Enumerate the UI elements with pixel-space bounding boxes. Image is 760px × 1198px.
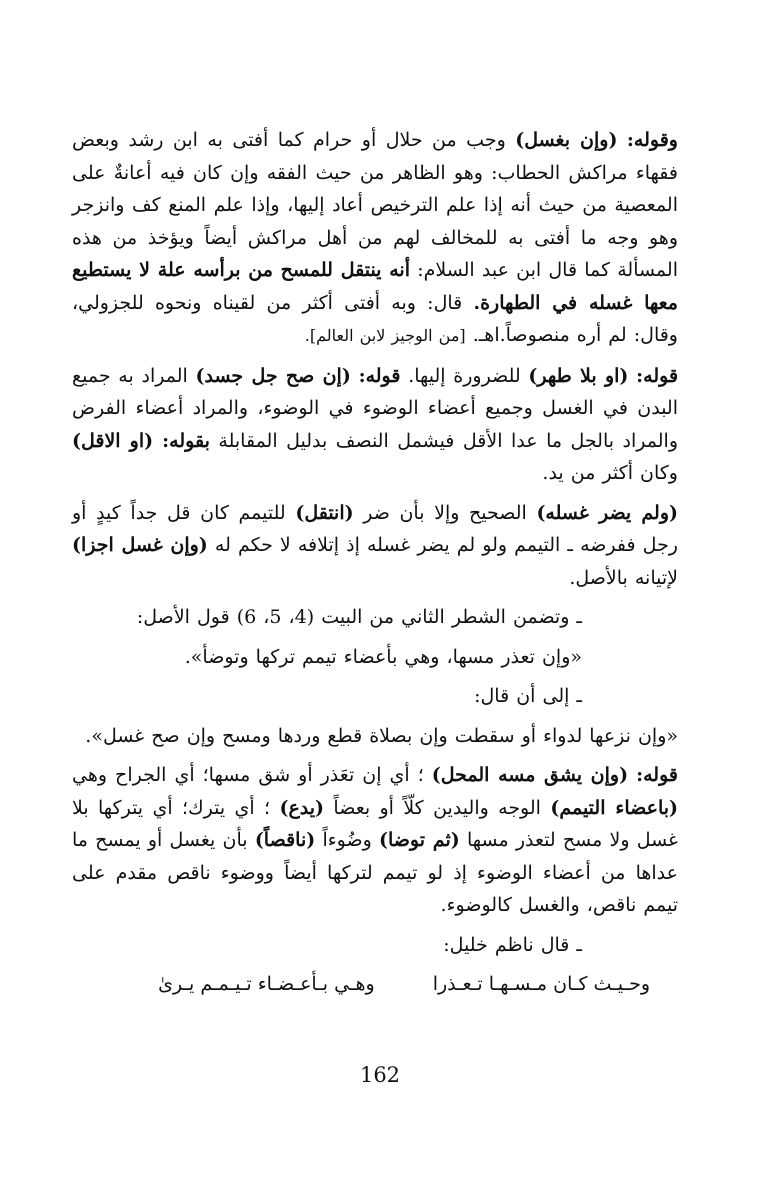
quoted-text: (إن صح جل جسد) xyxy=(195,364,351,387)
body-text: بأن يغسل أو يمسح ما عداها من أعضاء الوضوء إذ لو تيمم لتركها أيضاً ووضوء ناقص مقدم على تيمم ناقص، والغسل كالوضوء. xyxy=(72,829,678,916)
body-text: وكان أكثر من يد. xyxy=(542,462,678,484)
page-number: 162 xyxy=(359,1063,401,1087)
body-text: قال: وبه أفتى أكثر من لقيناه ونحوه للجزولي، وقال: لم أره منصوصاً.اهـ. xyxy=(72,291,678,346)
body-text: ؛ أي إن تعَذر أو شق مسها؛ أي الجراح وهي xyxy=(72,764,424,786)
quoted-text: (وإن غسل اجزا) xyxy=(72,534,208,556)
source-citation: [من الوجيز لابن العالم]. xyxy=(304,326,466,345)
lead-word: قوله: xyxy=(358,364,401,387)
lead-word: قوله: xyxy=(636,764,678,786)
reference-line: ـ قال ناظم خليل: xyxy=(443,933,582,956)
lead-word: وقوله: xyxy=(626,129,678,151)
reference-line: ـ إلى أن قال: xyxy=(474,685,582,707)
quoted-text: (انتقل) xyxy=(295,501,354,524)
body-text: لإتيانه بالأصل. xyxy=(569,566,678,589)
verse-first-hemistich: وحـيـث كـان مـسـهـا تـعـذرا xyxy=(432,973,650,995)
body-text: للضرورة إليها. xyxy=(408,364,521,387)
quoted-text: (وإن يشق مسه المحل) xyxy=(431,764,629,786)
body-text: الصحيح وإلا بأن ضر xyxy=(363,501,527,524)
quoted-text: (ناقصاً) xyxy=(254,829,316,851)
paragraph-4 xyxy=(72,759,678,922)
reference-line: ـ وتضمن الشطر الثاني من البيت (4، 5، 6) قول الأصل: xyxy=(136,606,582,628)
paragraph-1 xyxy=(72,124,678,353)
quoted-text: أنه ينتقل للمسح من برأسه علة لا يستطيع معها غسله في الطهارة. xyxy=(72,259,678,314)
lead-word: قوله: xyxy=(636,364,679,387)
quoted-text: (او بلا طهر) xyxy=(528,364,629,387)
quoted-text: (وإن بغسل) xyxy=(515,129,618,151)
quoted-text: (ثم توضا) xyxy=(379,829,460,851)
paragraph-2 xyxy=(72,360,678,490)
quoted-text: (باعضاء التيمم) xyxy=(550,796,679,819)
quoted-text: (ولم يضر غسله) xyxy=(536,501,679,524)
body-text: وضُوءاً xyxy=(322,829,372,851)
body-text: وجب من حلال أو حرام كما أفتى به ابن رشد وبعض فقهاء مراكش الحطاب: وهو الظاهر من حيث الفقه وإن كان فيه أعانةٌ على المعصية من حيث أنه إذا علم الترخيص أعاد إليها، وإذا علم المنع كف وانزجر وهو وجه ما أفتى به للمخالف لهم من أهل مراكش أيضاً ويؤخذ من هذه المسألة كما قال ابن عبد السلام: xyxy=(72,129,678,281)
body-text: للتيمم كان قل جداً كيدٍ أو رجل ففرضه ـ التيمم ولو لم يضر غسله إذ إتلافه لا حكم له xyxy=(72,501,678,556)
body-text: المراد به جميع البدن في الغسل وجميع أعضاء الوضوء في الوضوء، والمراد أعضاء الفرض والمراد بالجل ما عدا الأقل فيشمل النصف بدليل المقابلة xyxy=(72,364,679,452)
paragraph-3 xyxy=(72,497,678,595)
quotation-line: «وإن نزعها لدواء أو سقطت وإن بصلاة قطع وردها ومسح وإن صح غسل». xyxy=(85,724,678,747)
body-text: الوجه واليدين كلّاً أو بعضاً xyxy=(333,796,541,819)
poem-verse xyxy=(72,968,678,1000)
quoted-text: بقوله: (او الاقل) xyxy=(72,429,210,452)
quotation-line: «وإن تعذر مسها، وهي بأعضاء تيمم تركها وتوضأ». xyxy=(184,645,582,668)
quoted-text: (يدع) xyxy=(279,796,325,819)
body-text: ؛ أي يترك؛ أي يتركها بلا غسل ولا مسح لتعذر مسها xyxy=(72,796,678,851)
verse-second-hemistich: وهـي بـأعـضـاء تـيـمـم يـرىٰ xyxy=(158,973,375,995)
